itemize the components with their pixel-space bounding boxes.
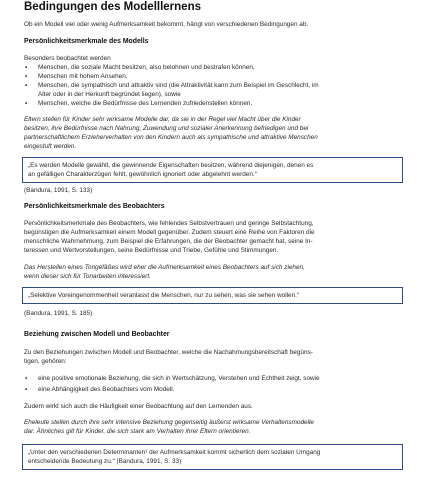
section1-lead: Besonders beobachtet werden [24,55,111,62]
section1-quote-box: „Es werden Modelle gewählt, die gewinnende Eigenschaften besitzen, während diejenigen, denen es an gefälligen Charakterzügen fehlt, gewöhnlich ignoriert oder abgelehnt werden.“ [22,157,403,183]
bullet-icon: ▪ [25,82,28,89]
section2-example: Das Herstellen eines Tongefäßes wird eher die Aufmerksamkeit eines Beobachters auf sich ziehen, wenn dieser sich für Tonarbeiten interessiert. [24,264,305,280]
section3-heading: Beziehung zwischen Modell und Beobachter [24,331,170,338]
section3-quote-box: „Unter den verschiedenen Determinanten¹ der Aufmerksamkeit kommt sicherlich dem sozialen Umgang entscheidende Bedeutung zu.“ (Bandura, 1991, S. 33) [22,444,403,470]
bullet-icon: ▪ [25,64,28,71]
bullet-icon: ▪ [25,73,28,80]
section2-paragraph: Persönlichkeitsmerkmale des Beobachters, wie fehlendes Selbstvertrauen und geringe Selbstachtung, begünstigen die Aufmerksamkeit einem Modell gegenüber. Zudem steuert eine Reihe von Faktoren die menschliche Wahrnehmung, zum Beispiel die Erfahrungen, die der Beobachter gemacht hat, seine In- teressen und Wertvorstellungen, seine Bedürfnisse und Triebe, Gefühle und Stimmungen. [24,220,315,254]
section2-citation: (Bandura, 1991, S. 185) [24,310,93,317]
list-item: ▪ Menschen, die soziale Macht besitzen, also belohnen und bestrafen können, [25,64,255,71]
list-item-continuation: Alter oder in der Herkunft begründet liegen), sowie [38,91,181,98]
section3-after: Zudem wirkt sich auch die Häufigkeit einer Beobachtung auf den Lernenden aus. [24,403,253,410]
bullet-icon: ▪ [25,375,28,382]
list-item: ▪ Menschen, welche die Bedürfnisse des Lernenden zufriedenstellen können. [25,100,253,107]
section1-heading: Persönlichkeitsmerkmale des Modells [24,38,149,45]
page-title: Bedingungen des Modelllernens [24,1,201,13]
bullet-icon: ▪ [25,386,28,393]
section2-heading: Persönlichkeitsmerkmale des Beobachters [24,203,165,210]
section3-lead: Zu den Beziehungen zwischen Modell und Beobachter, welche die Nachahmungsbereitschaft begüns- tigen, gehören: [24,349,313,365]
section2-quote-box: „Selektive Voreingenommenheit veranlasst die Menschen, nur zu sehen, was sie sehen wollen.“ [22,287,403,304]
section1-list [24,63,403,108]
list-item: ▪ Menschen mit hohem Ansehen, [25,73,128,80]
section1-example: Eltern stellen für Kinder sehr wirksame Modelle dar, da sie in der Regel viel Macht über die Kinder besitzen, ihre Bedürfnisse nach Nahrung, Zuwendung und sozialer Anerkennung befriedigen und bei partnerschaftlichem Erzieherverhalten von den Kindern auch als sympathische und attraktive Menschen eingestuft werden. [24,116,318,150]
list-item: ▪ Menschen, die sympathisch und attraktiv sind (die Attraktivität kann zum Beispiel im Geschlecht, im [25,82,319,89]
list-item: ▪ eine positive emotionale Beziehung, die sich in Wertschätzung, Verstehen und Echtheit zeigt, sowie [25,375,320,382]
section1-citation: (Bandura, 1991, S. 133) [24,187,93,194]
section3-example: Eheleute stellen durch ihre sehr intensive Beziehung gegenseitig äußerst wirksame Verhaltensmodelle dar. Ähnliches gilt für Kinder, die sich stark am Verhalten ihrer Eltern orientieren. [24,419,314,435]
list-item: ▪ eine Abhängigkeit des Beobachters vom Modell. [25,386,175,393]
section3-list [24,374,403,394]
bullet-icon: ▪ [25,100,28,107]
intro-paragraph: Ob ein Modell viel oder wenig Aufmerksamkeit bekommt, hängt von verschiedenen Bedingungen ab. [24,21,309,28]
